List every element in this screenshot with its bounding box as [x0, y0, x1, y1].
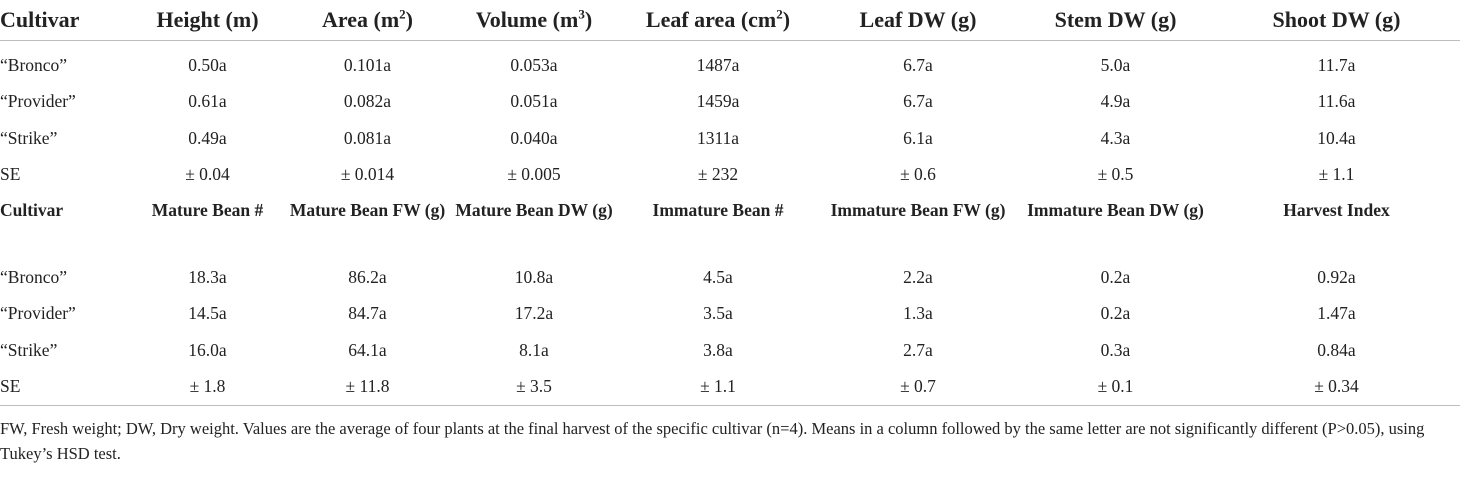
table-cell: 2.2a	[903, 266, 933, 287]
table-cell: 64.1a	[348, 339, 387, 360]
column-header-harvest-index: Harvest Index	[1283, 200, 1390, 220]
header-row-bottom	[0, 193, 1460, 259]
table-cell: 5.0a	[1100, 54, 1131, 75]
table-cell: 14.5a	[188, 303, 227, 324]
table-cell: 10.8a	[514, 266, 554, 287]
table-cell: 1487a	[696, 54, 740, 75]
table-cell: ± 0.34	[1213, 369, 1460, 406]
table-cell: ± 1.1	[1318, 164, 1355, 185]
column-header-area: Area $(m^2)$	[322, 6, 413, 32]
table-cell: 0.50a	[188, 54, 227, 75]
row-label: “Bronco”	[0, 54, 68, 75]
row-label: “Bronco”	[0, 266, 68, 287]
table-cell: ± 1.8	[130, 369, 285, 406]
table-cell: 0.2a	[1100, 266, 1131, 287]
row-label: SE	[0, 164, 21, 185]
table-row	[0, 84, 1460, 121]
column-header-volume: Volume $(m^3)$	[475, 6, 593, 32]
table-footnote: FW, Fresh weight; DW, Dry weight. Values are the average of four plants at the final harvest of the specific cultivar (n=4). Means in a column followed by the same letter are not significantly different (P>0.05), using Tukey’s HSD test.	[0, 419, 1425, 463]
table-cell: ± 232	[697, 164, 739, 185]
table-cell: ± 0.6	[900, 164, 936, 185]
table-row	[0, 259, 1460, 296]
table-cell: 17.2a	[514, 303, 554, 324]
column-header-stem-dw: Stem DW (g)	[1054, 7, 1177, 32]
table-cell: 6.1a	[903, 127, 933, 148]
table-cell: ± 0.014	[340, 164, 395, 185]
column-header-leaf-area: Leaf area $(cm^2)$	[645, 6, 791, 32]
table-cell: 3.8a	[703, 339, 733, 360]
table-cell: 0.051a	[510, 91, 558, 112]
column-header-mature-bean-count: Mature Bean #	[151, 200, 264, 220]
table-cell: 16.0a	[188, 339, 227, 360]
table-row	[0, 41, 1460, 84]
column-header-height: Height (m)	[156, 7, 259, 32]
table-row-se	[0, 157, 1460, 194]
header-row-top	[0, 0, 1460, 41]
table-cell: 2.7a	[903, 339, 933, 360]
table-cell: 11.7a	[1317, 54, 1356, 75]
table-cell: ± 0.005	[507, 164, 561, 185]
row-label: SE	[0, 369, 130, 406]
column-header-shoot-dw: Shoot DW (g)	[1272, 7, 1401, 32]
table-cell: ± 3.5	[450, 369, 618, 406]
table-cell: 0.2a	[1100, 303, 1131, 324]
table-cell: 3.5a	[703, 303, 733, 324]
table-cell: 18.3a	[188, 266, 227, 287]
table-cell: ± 0.7	[818, 369, 1018, 406]
table-cell: 0.49a	[188, 127, 227, 148]
column-header-immature-bean-dw: Immature Bean DW (g)	[1027, 200, 1204, 220]
table-cell: 11.6a	[1317, 91, 1356, 112]
row-label: “Provider”	[0, 91, 76, 112]
table-cell: 0.3a	[1100, 339, 1131, 360]
table-cell: 6.7a	[903, 91, 933, 112]
row-label: “Strike”	[0, 127, 58, 148]
table-cell: 84.7a	[348, 303, 387, 324]
table-cell: 0.040a	[510, 127, 558, 148]
table-cell: 6.7a	[903, 54, 933, 75]
table-cell: 0.61a	[188, 91, 227, 112]
table-cell: ± 1.1	[618, 369, 818, 406]
column-header-mature-bean-fw: Mature Bean FW (g)	[289, 200, 446, 220]
table-cell: 1.3a	[903, 303, 933, 324]
table-row	[0, 120, 1460, 157]
table-cell: 0.92a	[1317, 266, 1356, 287]
table-cell: 0.053a	[510, 54, 558, 75]
table-cell: 4.5a	[703, 266, 733, 287]
table-cell: 10.4a	[1317, 127, 1356, 148]
column-header-mature-bean-dw: Mature Bean DW (g)	[455, 200, 613, 220]
table-cell: 0.082a	[343, 91, 392, 112]
table-cell: 0.101a	[343, 54, 392, 75]
row-label: “Strike”	[0, 339, 58, 360]
table-cell: 4.3a	[1100, 127, 1131, 148]
table-cell: 0.84a	[1317, 339, 1356, 360]
column-header-immature-bean-count: Immature Bean #	[652, 200, 784, 220]
column-header-cultivar: Cultivar	[0, 7, 80, 32]
row-label: “Provider”	[0, 303, 76, 324]
table-cell: ± 0.5	[1097, 164, 1134, 185]
column-header-cultivar-2: Cultivar	[0, 200, 64, 220]
table-cell: 86.2a	[348, 266, 387, 287]
table-cell: 8.1a	[519, 339, 549, 360]
table-row-se	[0, 369, 1460, 406]
table-cell: 1.47a	[1317, 303, 1356, 324]
table-cell: 0.081a	[343, 127, 392, 148]
table-cell: ± 0.1	[1018, 369, 1213, 406]
table-cell: 4.9a	[1100, 91, 1131, 112]
column-header-immature-bean-fw: Immature Bean FW (g)	[830, 200, 1006, 220]
table-row	[0, 332, 1460, 369]
table-row	[0, 296, 1460, 333]
table-cell: ± 0.04	[185, 164, 230, 185]
table-cell: ± 11.8	[285, 369, 450, 406]
column-header-leaf-dw: Leaf DW (g)	[859, 7, 977, 32]
table-cell: 1311a	[696, 127, 740, 148]
table-cell: 1459a	[696, 91, 740, 112]
